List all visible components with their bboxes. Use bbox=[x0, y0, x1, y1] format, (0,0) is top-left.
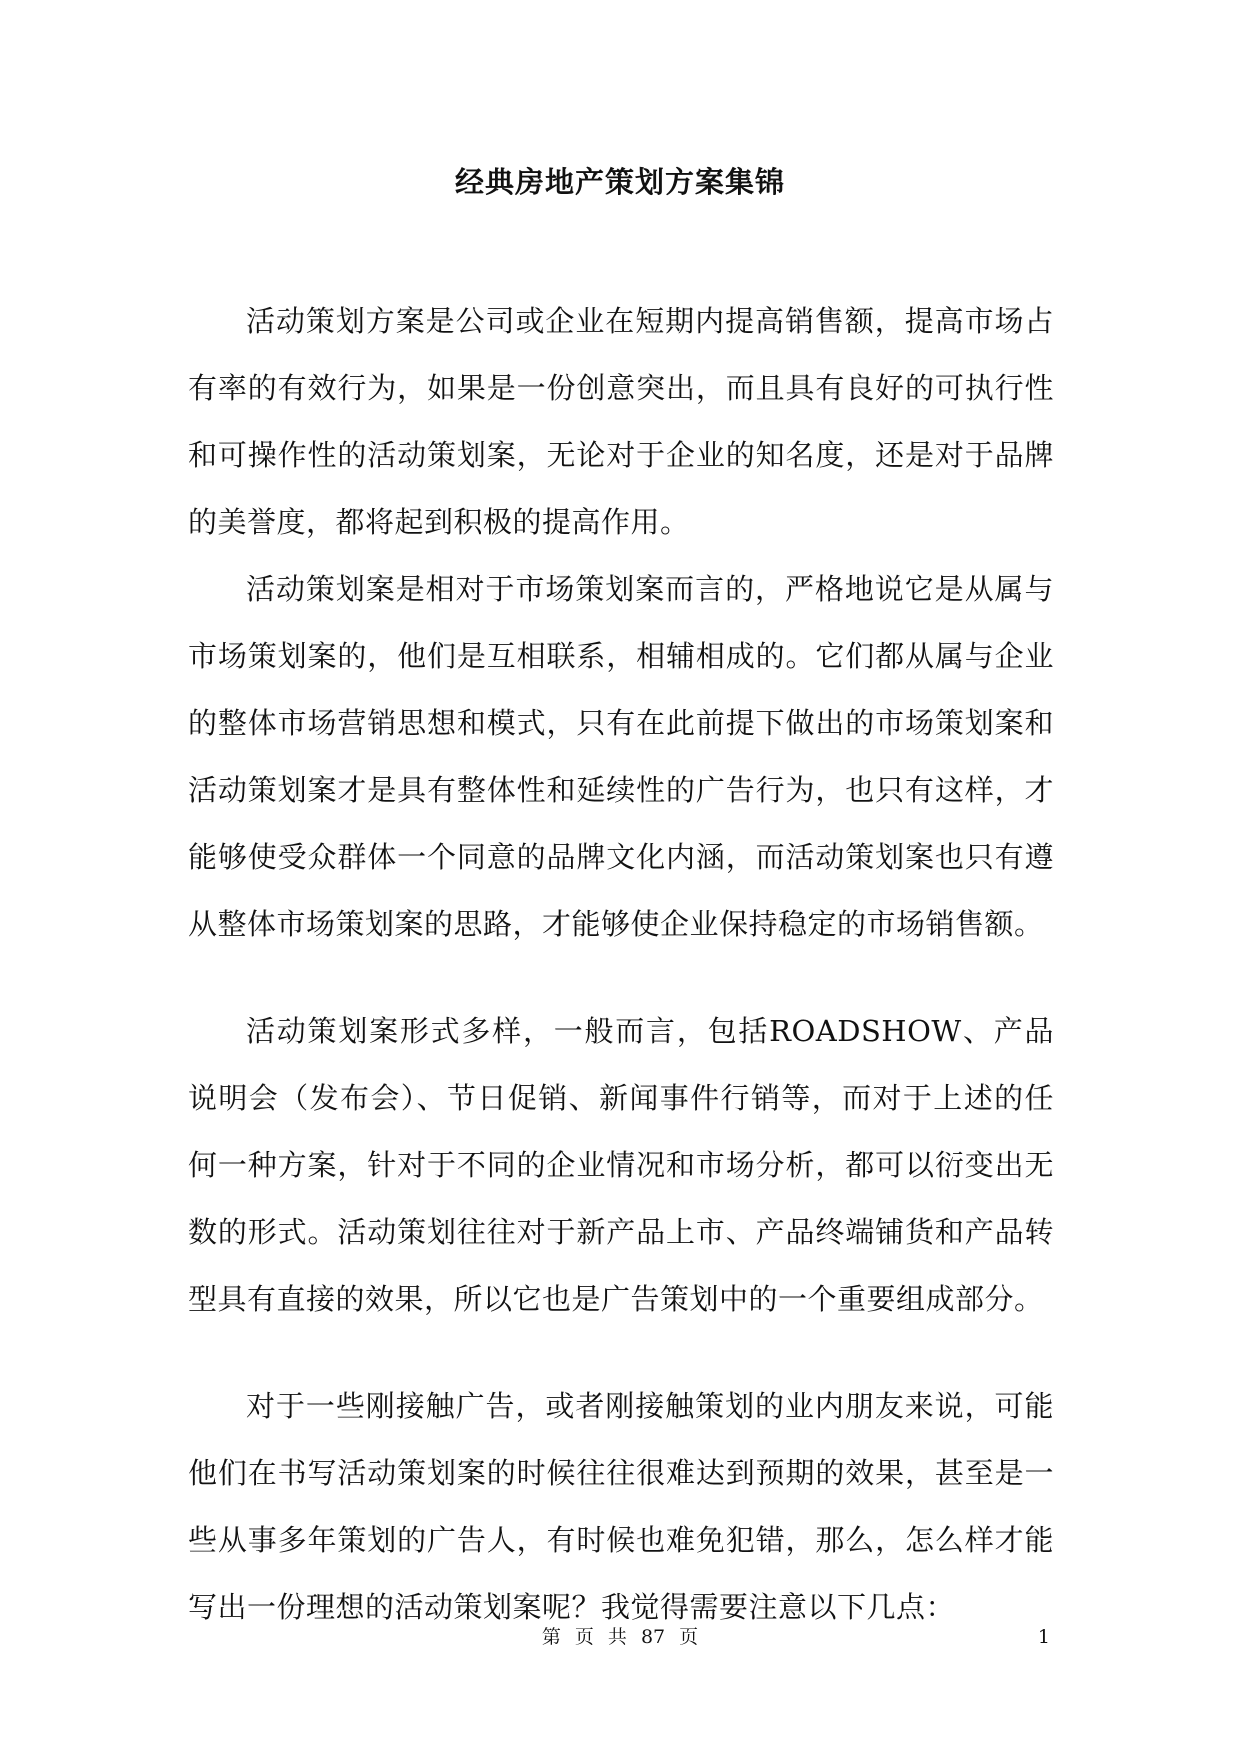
footer-page-label: 第 页 共 87 页 bbox=[541, 1626, 699, 1648]
footer-page-number: 1 bbox=[1037, 1626, 1050, 1648]
page-footer bbox=[0, 1622, 1240, 1652]
document-title: 经典房地产策划方案集锦 bbox=[454, 165, 785, 199]
paragraph-3: 活动策划案形式多样，一般而言，包括ROADSHOW、产品说明会（发布会）、节日促销、新闻事件行销等，而对于上述的任何一种方案，针对于不同的企业情况和市场分析，都可以衍变出无数的形式。活动策划往往对于新产品上市、产品终端铺货和产品转型具有直接的效果，所以它也是广告策划中的一个重要组成部分。 bbox=[188, 1014, 1054, 1316]
document-body bbox=[188, 288, 1054, 1641]
paragraph-4: 对于一些刚接触广告，或者刚接触策划的业内朋友来说，可能他们在书写活动策划案的时候往往很难达到预期的效果，甚至是一些从事多年策划的广告人，有时候也难免犯错，那么，怎么样才能写出一份理想的活动策划案呢？我觉得需要注意以下几点： bbox=[188, 1389, 1054, 1624]
paragraph-1: 活动策划方案是公司或企业在短期内提高销售额，提高市场占有率的有效行为，如果是一份创意突出，而且具有良好的可执行性和可操作性的活动策划案，无论对于企业的知名度，还是对于品牌的美誉度，都将起到积极的提高作用。 bbox=[188, 304, 1054, 539]
paragraph-2: 活动策划案是相对于市场策划案而言的，严格地说它是从属与市场策划案的，他们是互相联系，相辅相成的。它们都从属与企业的整体市场营销思想和模式，只有在此前提下做出的市场策划案和活动策划案才是具有整体性和延续性的广告行为，也只有这样，才能够使受众群体一个同意的品牌文化内涵，而活动策划案也只有遵从整体市场策划案的思路，才能够使企业保持稳定的市场销售额。 bbox=[188, 572, 1054, 941]
